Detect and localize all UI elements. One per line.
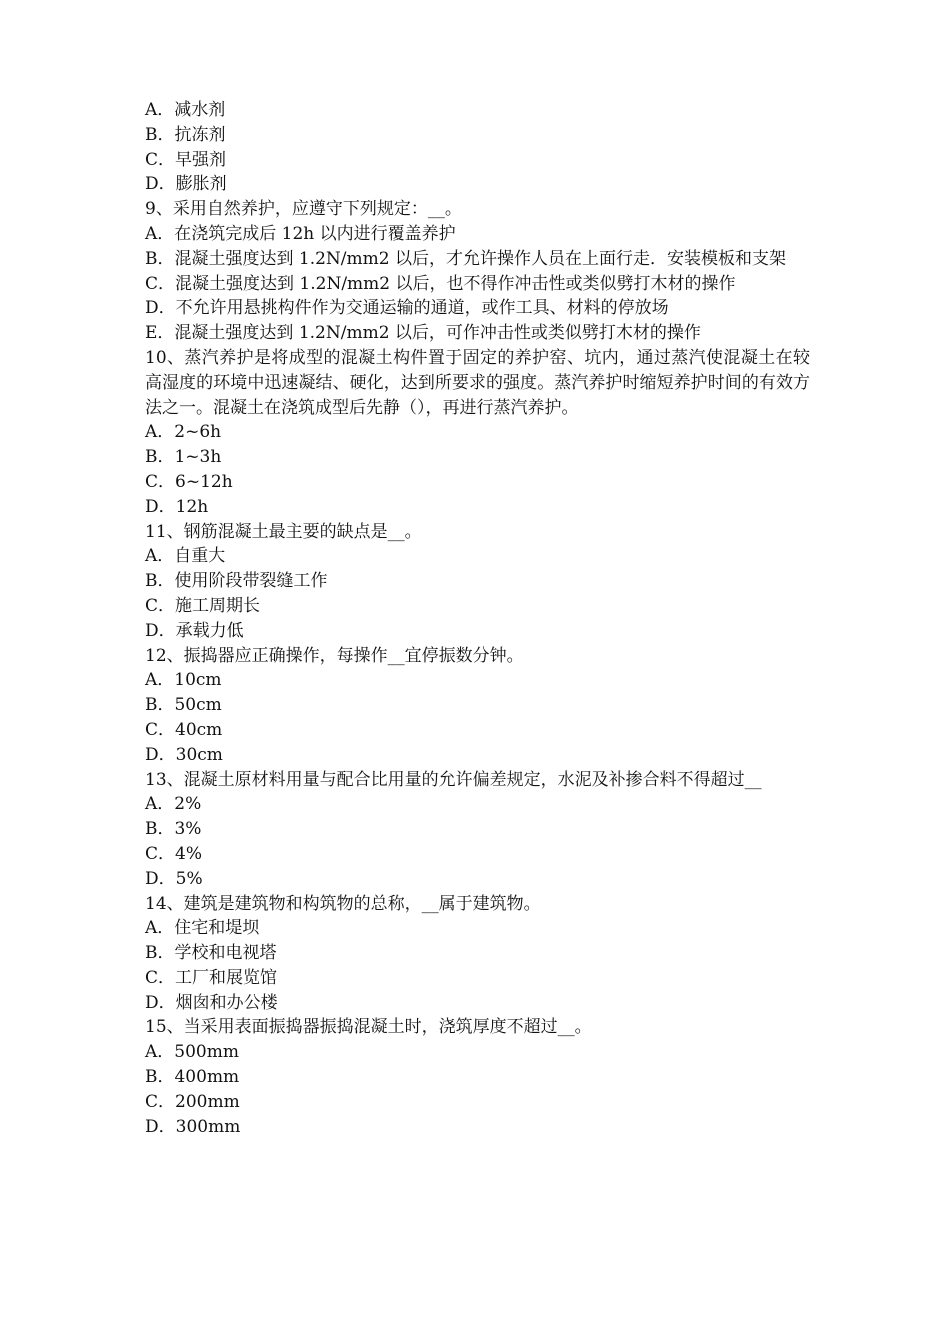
question-11: 11、钢筋混凝土最主要的缺点是__。 bbox=[145, 521, 422, 542]
option-line: A．10cm bbox=[145, 670, 222, 691]
option-line: D．烟囱和办公楼 bbox=[145, 992, 278, 1013]
option-line: A．住宅和堤坝 bbox=[145, 918, 260, 939]
option-line: B．3% bbox=[145, 819, 202, 840]
option-line: A．2~6h bbox=[145, 422, 222, 443]
option-line: C．混凝土强度达到 1.2N/mm2 以后，也不得作冲击性或类似劈打木材的操作 bbox=[145, 273, 736, 294]
question-15: 15、当采用表面振捣器振捣混凝土时，浇筑厚度不超过__。 bbox=[145, 1017, 592, 1038]
question-14: 14、建筑是建筑物和构筑物的总称，__属于建筑物。 bbox=[145, 893, 541, 914]
option-line: A．减水剂 bbox=[145, 100, 226, 120]
option-line: C．6~12h bbox=[145, 471, 233, 492]
option-line: D．承载力低 bbox=[145, 620, 244, 641]
option-line: C．40cm bbox=[145, 719, 223, 740]
question-12: 12、振捣器应正确操作，每操作__宜停振数分钟。 bbox=[145, 645, 524, 666]
option-line: A．在浇筑完成后 12h 以内进行覆盖养护 bbox=[145, 223, 456, 244]
question-10: 10、蒸汽养护是将成型的混凝土构件置于固定的养护窑、坑内，通过蒸汽使混凝土在较高湿度的环境中迅速凝结、硬化，达到所要求的强度。蒸汽养护时缩短养护时间的有效方法之一。混凝土在浇筑成型后先静（），再进行蒸汽养护。 bbox=[145, 347, 810, 418]
option-line: A．2% bbox=[145, 794, 202, 815]
option-line: B．学校和电视塔 bbox=[145, 943, 277, 964]
option-line: B．400mm bbox=[145, 1067, 240, 1088]
option-line: D．膨胀剂 bbox=[145, 174, 227, 195]
option-line: D．5% bbox=[145, 868, 203, 889]
option-line: C．施工周期长 bbox=[145, 595, 261, 616]
option-line: A．500mm bbox=[145, 1042, 239, 1063]
option-line: D．不允许用悬挑构件作为交通运输的通道，或作工具、材料的停放场 bbox=[145, 298, 669, 319]
option-line: B．50cm bbox=[145, 695, 222, 716]
option-line: B．使用阶段带裂缝工作 bbox=[145, 571, 328, 592]
option-line: B．混凝土强度达到 1.2N/mm2 以后，才允许操作人员在上面行走．安装模板和支架 bbox=[145, 248, 786, 269]
option-line: C．早强剂 bbox=[145, 149, 227, 170]
option-line: C．工厂和展览馆 bbox=[145, 967, 278, 988]
option-line: C．4% bbox=[145, 843, 202, 864]
question-9: 9、采用自然养护，应遵守下列规定：__。 bbox=[145, 199, 462, 220]
option-line: E．混凝土强度达到 1.2N/mm2 以后，可作冲击性或类似劈打木材的操作 bbox=[145, 323, 701, 344]
option-line: D．30cm bbox=[145, 744, 223, 765]
document-body bbox=[145, 98, 810, 1139]
question-13: 13、混凝土原材料用量与配合比用量的允许偏差规定，水泥及补掺合料不得超过__ bbox=[145, 769, 762, 790]
option-line: B．抗冻剂 bbox=[145, 124, 226, 145]
option-line: C．200mm bbox=[145, 1091, 240, 1112]
option-line: D．300mm bbox=[145, 1116, 241, 1137]
option-line: B．1~3h bbox=[145, 447, 222, 468]
option-line: A．自重大 bbox=[145, 546, 226, 567]
option-line: D．12h bbox=[145, 496, 209, 517]
